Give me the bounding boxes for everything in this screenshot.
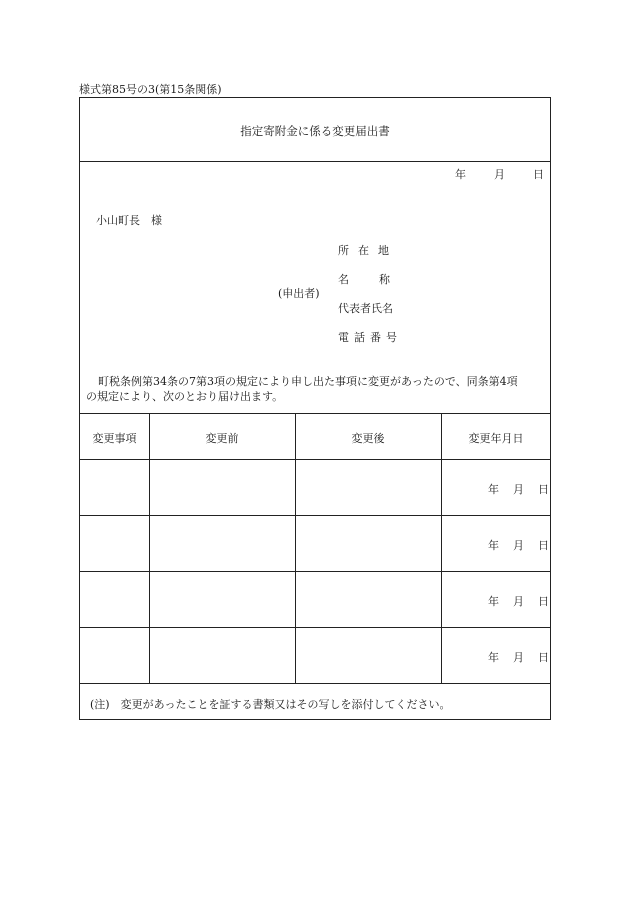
row-year: 年 <box>488 651 499 664</box>
header-change-item: 変更事項 <box>92 432 137 445</box>
header-after: 変更後 <box>351 432 385 445</box>
addressee: 小山町長 様 <box>96 214 162 227</box>
row-month: 月 <box>513 595 524 608</box>
table-top-border <box>80 413 550 414</box>
header-before: 変更前 <box>205 432 239 445</box>
footnote: (注) 変更があったことを証する書類又はその写しを添付してください。 <box>90 698 451 711</box>
field-location-label: 所在地 <box>338 244 398 257</box>
note-divider <box>80 683 550 684</box>
column-divider <box>441 413 442 683</box>
field-name-label: 名称 <box>338 273 420 286</box>
row-day: 日 <box>538 483 549 496</box>
row-year: 年 <box>488 595 499 608</box>
row-month: 月 <box>513 651 524 664</box>
table-row-2-date <box>488 537 549 553</box>
row-divider <box>80 571 550 572</box>
row-year: 年 <box>488 539 499 552</box>
field-location <box>338 242 411 258</box>
change-notification-form <box>79 97 551 720</box>
row-day: 日 <box>538 595 549 608</box>
row-divider <box>80 627 550 628</box>
row-year: 年 <box>488 483 499 496</box>
field-representative <box>338 300 397 316</box>
form-title: 指定寄附金に係る変更届出書 <box>240 124 390 138</box>
table-row-3-date <box>488 593 549 609</box>
field-phone <box>338 329 411 345</box>
title-divider <box>80 161 550 162</box>
row-month: 月 <box>513 483 524 496</box>
table-header-divider <box>80 459 550 460</box>
row-divider <box>80 515 550 516</box>
field-representative-label: 代表者氏名 <box>338 302 393 315</box>
table-row-1-date <box>488 481 549 497</box>
declaration-text <box>86 374 548 404</box>
date-year: 年 <box>455 168 466 181</box>
row-month: 月 <box>513 539 524 552</box>
field-name <box>338 271 454 287</box>
column-divider <box>149 413 150 683</box>
date-month: 月 <box>494 168 505 181</box>
submission-date <box>455 166 544 182</box>
declaration-line-1: 町税条例第34条の7第3項の規定により申し出た事項に変更があったので、同条第4項 <box>98 375 518 388</box>
header-change-date: 変更年月日 <box>468 432 524 445</box>
declaration-line-2: の規定により、次のとおり届け出ます。 <box>86 390 284 403</box>
form-number-caption: 様式第85号の3(第15条関係) <box>79 83 222 96</box>
column-divider <box>295 413 296 683</box>
date-day: 日 <box>533 168 544 181</box>
table-row-4-date <box>488 649 549 665</box>
row-day: 日 <box>538 651 549 664</box>
field-phone-label: 電話番号 <box>338 331 402 344</box>
row-day: 日 <box>538 539 549 552</box>
applicant-label: (申出者) <box>278 287 320 300</box>
